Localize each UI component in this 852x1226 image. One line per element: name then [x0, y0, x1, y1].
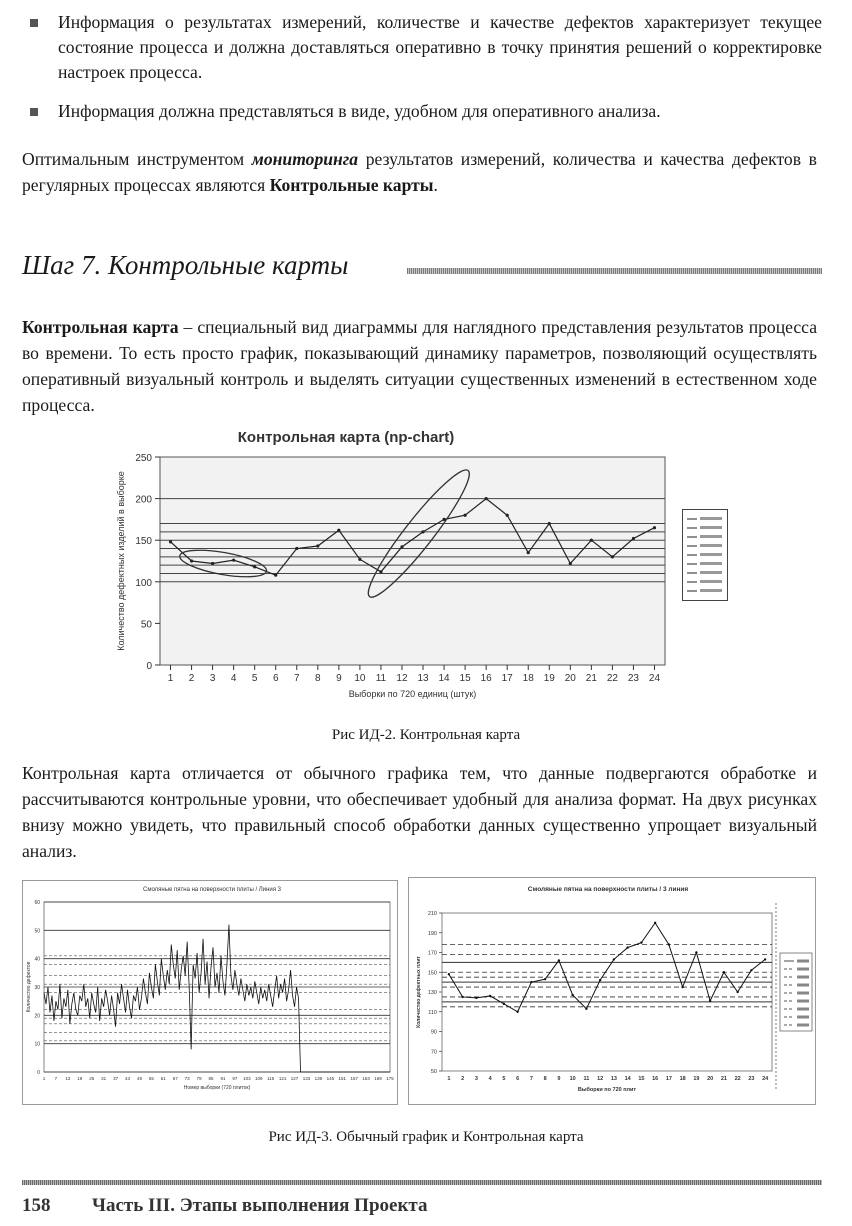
y-tick-label: 60 — [34, 900, 40, 906]
data-point — [626, 946, 628, 948]
data-point — [613, 958, 615, 960]
chart-title: Смоляные пятна на поверхности плиты / Линия 3 — [142, 887, 282, 893]
x-tick-label: 2 — [461, 1076, 465, 1082]
y-tick-label: 10 — [34, 1041, 40, 1048]
x-tick-label: 145 — [326, 1076, 335, 1081]
x-tick-label: 7 — [293, 673, 300, 684]
data-point — [530, 981, 532, 983]
x-tick-label: 6 — [516, 1076, 520, 1082]
legend-entry-blur — [797, 1008, 809, 1011]
footer-title: Часть III. Этапы выполнения Проекта — [92, 1195, 428, 1216]
x-tick-label: 19 — [693, 1076, 700, 1082]
data-point — [599, 979, 601, 981]
data-point — [421, 530, 424, 533]
x-tick-label: 20 — [564, 673, 576, 684]
x-tick-label: 109 — [255, 1076, 263, 1081]
x-tick-label: 169 — [374, 1076, 382, 1081]
legend-entry-blur — [700, 580, 722, 583]
data-point — [379, 570, 382, 573]
x-tick-label: 139 — [314, 1076, 323, 1081]
x-tick-label: 15 — [459, 673, 471, 684]
x-tick-label: 14 — [624, 1076, 631, 1082]
data-point — [723, 971, 725, 973]
x-axis-label: Выборки по 720 единиц (штук) — [348, 689, 477, 699]
y-tick-label: 130 — [427, 990, 437, 996]
x-tick-label: 12 — [396, 673, 408, 684]
x-tick-label: 73 — [184, 1076, 190, 1081]
text-run: результатов измерений, количества и качества дефектов в регулярных процессах являются — [22, 149, 817, 195]
data-point — [400, 545, 403, 548]
data-point — [461, 996, 463, 998]
x-tick-label: 8 — [315, 673, 321, 684]
data-point — [585, 1008, 587, 1010]
y-tick-label: 190 — [427, 930, 437, 937]
x-tick-label: 6 — [272, 673, 279, 684]
y-tick-label: 100 — [135, 577, 152, 589]
x-tick-label: 1 — [167, 673, 174, 684]
x-tick-label: 37 — [113, 1076, 119, 1081]
np-chart-figure — [110, 422, 685, 712]
y-tick-label: 150 — [427, 970, 437, 977]
x-tick-label: 3 — [474, 1076, 478, 1082]
legend-entry-blur — [700, 553, 722, 556]
y-axis-label: Количество дефектных плит — [416, 956, 422, 1028]
x-tick-label: 21 — [585, 673, 597, 684]
x-tick-label: 67 — [172, 1076, 178, 1081]
legend-entry-blur — [797, 976, 809, 979]
data-point — [558, 959, 560, 961]
chart-title: Контрольная карта (np-chart) — [237, 429, 455, 446]
x-tick-label: 9 — [557, 1076, 561, 1082]
x-tick-label: 163 — [362, 1076, 370, 1081]
data-point — [489, 995, 491, 997]
data-point — [681, 986, 683, 988]
data-point — [295, 547, 298, 550]
y-tick-label: 50 — [430, 1069, 437, 1075]
legend-entry-blur — [797, 1000, 809, 1003]
x-tick-label: 10 — [354, 673, 366, 684]
y-tick-label: 20 — [34, 1013, 40, 1020]
strong-control-chart: Контрольная карта — [22, 317, 179, 337]
data-point — [653, 526, 656, 529]
x-tick-label: 7 — [54, 1076, 58, 1081]
x-tick-label: 1 — [447, 1076, 451, 1082]
data-point — [709, 1000, 711, 1002]
y-tick-label: 150 — [135, 536, 152, 548]
bullet-text: Информация о результатах измерений, количестве и качестве дефектов характеризует текущее состояние процесса и должна доставляться оперативно в точку принятия решений о корректировке настроек процесса. — [58, 12, 822, 82]
data-point — [569, 562, 572, 565]
x-tick-label: 127 — [290, 1076, 299, 1081]
chart-title: Смоляные пятна на поверхности плиты / 3 линия — [527, 886, 689, 893]
x-tick-label: 7 — [529, 1076, 533, 1082]
data-point — [611, 555, 614, 558]
page-number: 158 — [22, 1195, 51, 1216]
x-tick-label: 16 — [480, 673, 492, 684]
x-tick-label: 55 — [148, 1076, 154, 1081]
legend-entry-blur — [700, 517, 722, 520]
heading-rule — [407, 268, 822, 274]
x-axis-label: Выборки по 720 плит — [577, 1087, 637, 1093]
bullet-item — [22, 99, 822, 124]
data-point — [640, 941, 642, 943]
data-point — [358, 558, 361, 561]
x-tick-label: 151 — [338, 1076, 347, 1081]
heading-text: Шаг 7. Контрольные карты — [22, 250, 349, 280]
data-point — [544, 978, 546, 980]
x-tick-label: 175 — [386, 1076, 394, 1081]
x-tick-label: 4 — [488, 1076, 492, 1082]
data-point — [211, 562, 214, 565]
y-tick-label: 0 — [37, 1070, 40, 1076]
x-tick-label: 23 — [748, 1076, 755, 1082]
emphasis-monitoring: мониторинга — [251, 149, 359, 169]
x-tick-label: 18 — [679, 1076, 686, 1082]
y-tick-label: 30 — [34, 985, 40, 991]
x-tick-label: 3 — [209, 673, 216, 684]
y-axis-label: Количество дефектов — [26, 961, 32, 1013]
legend-entry-blur — [797, 1024, 809, 1027]
data-point — [736, 991, 738, 993]
x-tick-label: 8 — [543, 1076, 547, 1082]
footer-rule — [22, 1180, 822, 1185]
x-tick-label: 17 — [501, 673, 513, 684]
x-tick-label: 1 — [42, 1076, 46, 1081]
x-tick-label: 103 — [243, 1076, 251, 1081]
legend-entry-blur — [700, 589, 722, 592]
bullet-square-icon — [30, 108, 38, 116]
legend-entry-blur — [700, 526, 722, 529]
control-chart-figure — [408, 877, 816, 1105]
y-tick-label: 210 — [427, 911, 437, 917]
data-point — [590, 539, 593, 542]
text-run: Оптимальным инструментом — [22, 149, 252, 169]
x-tick-label: 24 — [648, 673, 661, 684]
legend-entry-blur — [797, 1016, 809, 1019]
legend-entry-blur — [700, 571, 722, 574]
x-tick-label: 18 — [522, 673, 534, 684]
paragraph-definition — [22, 314, 817, 418]
y-tick-label: 70 — [430, 1049, 437, 1056]
bullet-item — [22, 10, 822, 85]
data-point — [448, 973, 450, 975]
data-point — [695, 951, 697, 953]
data-point — [527, 551, 530, 554]
figure-caption: Рис ИД-2. Контрольная карта — [331, 727, 521, 743]
data-point — [337, 529, 340, 532]
x-tick-label: 9 — [336, 673, 342, 684]
x-tick-label: 22 — [606, 673, 618, 684]
legend-entry-blur — [797, 960, 809, 963]
x-tick-label: 16 — [652, 1076, 659, 1082]
bullet-square-icon — [30, 19, 38, 27]
data-point — [571, 994, 573, 996]
x-tick-label: 13 — [65, 1076, 71, 1081]
x-tick-label: 115 — [267, 1076, 275, 1081]
x-tick-label: 17 — [665, 1076, 672, 1082]
x-tick-label: 157 — [350, 1076, 358, 1081]
data-point — [632, 537, 635, 540]
x-tick-label: 121 — [278, 1076, 287, 1081]
x-axis-label: Номер выборки (720 плиток) — [183, 1085, 251, 1091]
x-tick-label: 49 — [136, 1076, 142, 1081]
paragraph-monitoring — [22, 146, 817, 198]
data-point — [516, 1011, 518, 1013]
x-tick-label: 23 — [627, 673, 639, 684]
x-tick-label: 19 — [77, 1076, 83, 1081]
x-tick-label: 97 — [232, 1076, 238, 1081]
x-tick-label: 91 — [220, 1076, 226, 1081]
data-point — [253, 565, 256, 568]
legend-entry-blur — [797, 984, 809, 987]
legend-entry-blur — [700, 562, 722, 565]
legend-entry-blur — [797, 968, 809, 971]
data-point — [274, 574, 277, 577]
bullet-list — [22, 10, 822, 138]
data-point — [190, 559, 193, 562]
x-tick-label: 133 — [302, 1076, 311, 1081]
data-point — [548, 522, 551, 525]
figure-caption: Рис ИД-3. Обычный график и Контрольная карта — [268, 1129, 584, 1145]
data-point — [503, 1003, 505, 1005]
text-run: – специальный вид диаграммы для наглядного представления результатов процесса во времени. То есть просто график, показывающий динамику параметров, позволяющий осуществлять оперативный визуальный контроль и выделять ситуации существенных изменений в естественном ходе процесса. — [22, 317, 818, 415]
x-tick-label: 24 — [762, 1076, 769, 1082]
data-point — [464, 514, 467, 517]
data-point — [668, 943, 670, 945]
y-tick-label: 90 — [430, 1029, 437, 1036]
y-tick-label: 40 — [34, 956, 40, 963]
data-point — [316, 544, 319, 547]
y-tick-label: 110 — [428, 1009, 437, 1016]
y-tick-label: 50 — [140, 619, 152, 631]
legend-entry-blur — [700, 535, 722, 538]
x-tick-label: 21 — [720, 1076, 727, 1082]
y-tick-label: 200 — [135, 494, 152, 506]
x-tick-label: 25 — [89, 1076, 95, 1081]
data-point — [654, 922, 656, 924]
data-point — [169, 540, 172, 543]
x-tick-label: 14 — [438, 673, 450, 684]
y-tick-label: 250 — [135, 453, 152, 464]
np-chart-legend — [682, 509, 728, 601]
bullet-text: Информация должна представляться в виде, удобном для оперативного анализа. — [58, 101, 661, 121]
y-tick-label: 50 — [34, 928, 40, 935]
data-point — [506, 514, 509, 517]
x-tick-label: 13 — [417, 673, 429, 684]
x-tick-label: 43 — [125, 1076, 131, 1081]
x-tick-label: 79 — [196, 1076, 202, 1081]
x-tick-label: 11 — [375, 673, 387, 684]
section-heading — [22, 250, 822, 280]
y-tick-label: 0 — [146, 661, 152, 672]
data-point — [750, 969, 752, 971]
x-tick-label: 11 — [583, 1076, 590, 1082]
page-footer — [22, 1195, 427, 1217]
x-tick-label: 20 — [707, 1076, 714, 1082]
x-tick-label: 5 — [251, 673, 258, 684]
paragraph-comparison: Контрольная карта отличается от обычного графика тем, что данные подвергаются обработке и рассчитываются контрольные уровни, что обеспечивает удобный для анализа формат. На двух рисунках внизу можно увидеть, что правильный способ обработки данных существенно упрощает визуальный анализ. — [22, 763, 817, 861]
strong-control-charts: Контрольные карты — [269, 175, 434, 195]
y-tick-label: 170 — [427, 950, 437, 957]
y-axis-label: Количество дефектных изделий в выборке — [116, 471, 126, 651]
x-tick-label: 85 — [208, 1076, 214, 1081]
x-tick-label: 61 — [160, 1076, 166, 1081]
x-tick-label: 13 — [610, 1076, 617, 1082]
x-tick-label: 31 — [101, 1076, 107, 1081]
x-tick-label: 2 — [188, 673, 195, 684]
ordinary-line-chart-figure — [22, 880, 398, 1105]
x-tick-label: 4 — [230, 673, 237, 684]
legend-entry-blur — [700, 544, 722, 547]
x-tick-label: 22 — [734, 1076, 741, 1082]
data-point — [764, 958, 766, 960]
legend-entry-blur — [797, 992, 809, 995]
text-run: . — [433, 175, 438, 195]
x-tick-label: 15 — [638, 1076, 645, 1082]
x-tick-label: 12 — [597, 1076, 604, 1082]
x-tick-label: 10 — [569, 1076, 576, 1082]
data-point — [475, 997, 477, 999]
data-point — [232, 559, 235, 562]
x-tick-label: 5 — [502, 1076, 506, 1082]
plot-area — [442, 913, 772, 1071]
x-tick-label: 19 — [543, 673, 555, 684]
data-point — [485, 497, 488, 500]
